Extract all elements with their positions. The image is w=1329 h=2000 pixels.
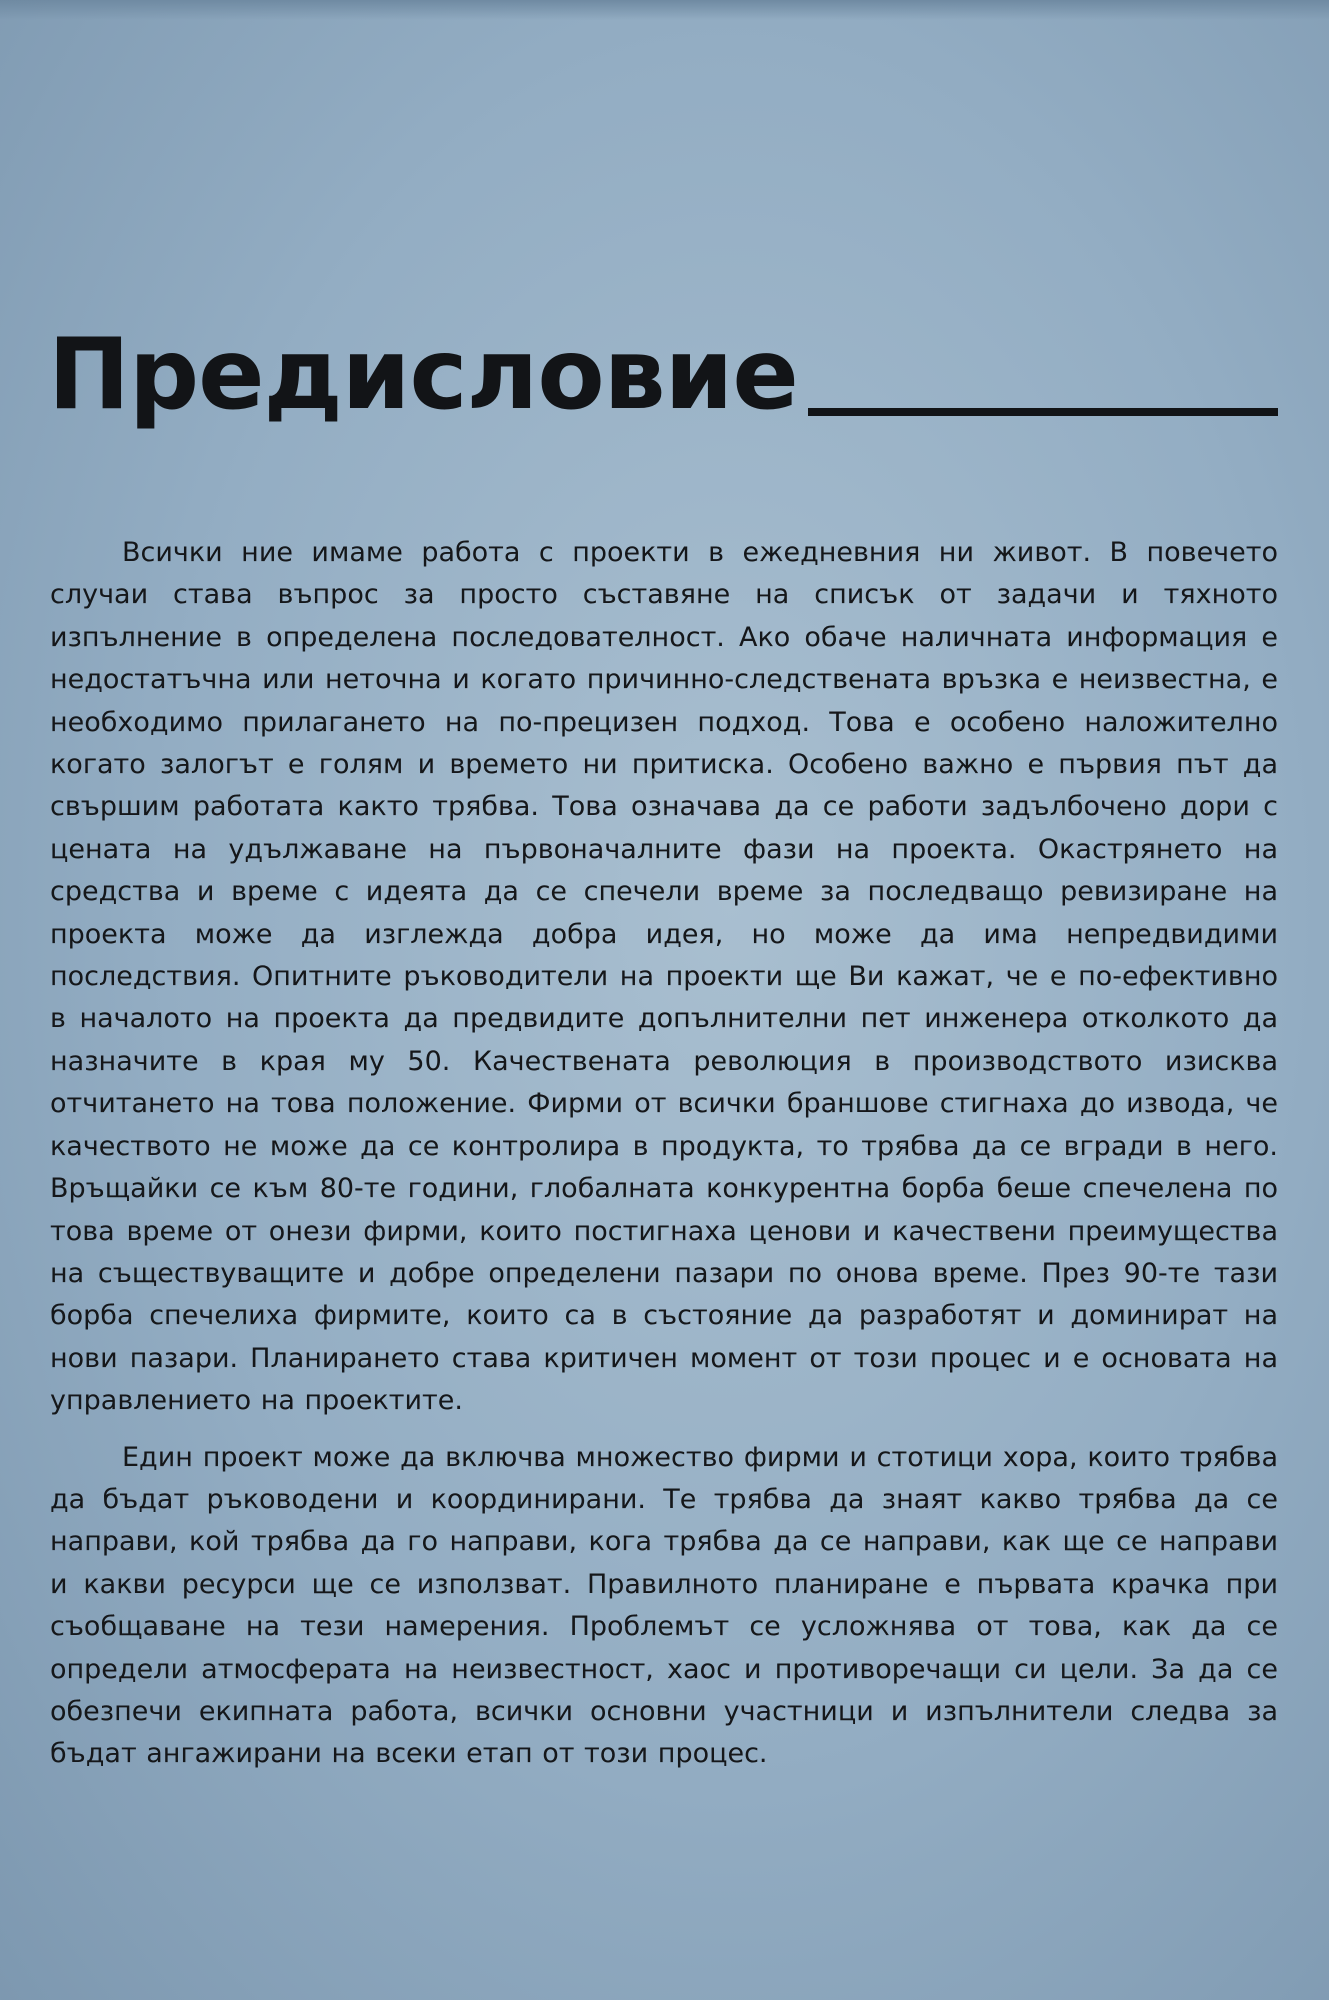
heading-row: [48, 300, 1278, 430]
title-underline-rule: [808, 408, 1278, 416]
paragraph-1: Всички ние имаме работа с проекти в ежедневния ни живот. В повечето случаи става въпрос за просто съставяне на списък от задачи и тяхното изпълнение в определена последователност. Ако обаче наличната информация е недостатъчна или неточна и когато причинно-следствената връзка е неизвестна, е необходимо прилагането на по-прецизен подход. Това е особено наложително когато залогът е голям и времето ни притиска. Особено важно е първия път да свършим работата както трябва. Това означава да се работи задълбочено дори с цената на удължаване на първоначалните фази на проекта. Окастрянето на средства и време с идеята да се спечели време за последващо ревизиране на проекта може да изглежда добра идея, но може да има непредвидими последствия. Опитните ръководители на проекти ще Ви кажат, че е по-ефективно в началото на проекта да предвидите допълнителни пет инженера отколкото да назначите в края му 50. Качествената революция в производството изисква отчитането на това положение. Фирми от всички браншове стигнаха до извода, че качеството не може да се контролира в продукта, то трябва да се вгради в него. Връщайки се към 80-те години, глобалната конкурентна борба беше спечелена по това време от онези фирми, които постигнаха ценови и качествени преимущества на съществуващите и добре определени пазари по онова време. През 90-те тази борба спечелиха фирмите, които са в състояние да разработят и доминират на нови пазари. Планирането става критичен момент от този процес и е основата на управлението на проектите.: [50, 537, 1278, 1417]
page-top-shadow: [0, 0, 1329, 20]
body-text: [50, 532, 1278, 1776]
document-page: [48, 300, 1278, 1776]
paragraph-2: Един проект може да включва множество фирми и стотици хора, които трябва да бъдат ръководени и координирани. Те трябва да знаят какво трябва да се направи, кой трябва да го направи, кога трябва да се направи, как ще се направи и какви ресурси ще се използват. Правилното планиране е първата крачка при съобщаване на тези намерения. Проблемът се усложнява от това, как да се определи атмосферата на неизвестност, хаос и противоречащи си цели. За да се обезпечи екипната работа, всички основни участници и изпълнители следва за бъдат ангажирани на всеки етап от този процес.: [50, 1441, 1278, 1770]
page-title: Предисловие: [48, 318, 798, 432]
